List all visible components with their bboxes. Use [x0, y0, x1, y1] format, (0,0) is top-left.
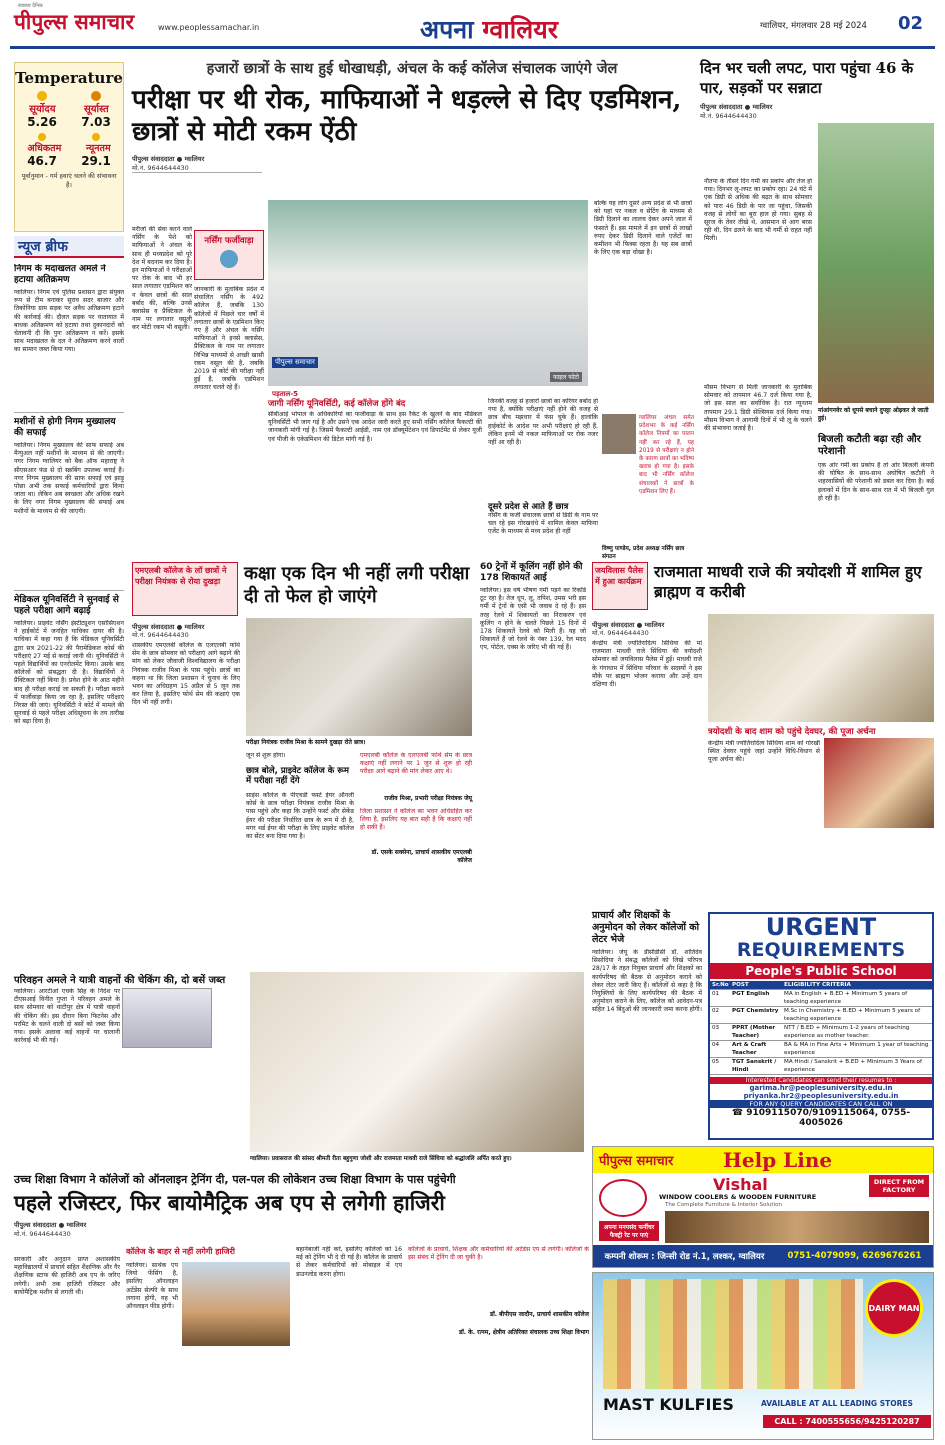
exam-headline: कक्षा एक दिन भी नहीं लगी परीक्षा दी तो फेल हो जाएंगे [244, 563, 470, 607]
rajmata-mobile: मो.नं. 9644644430 [592, 629, 649, 637]
lead-col-4-box [488, 398, 598, 558]
row-no: 01 [712, 991, 720, 997]
college-photo [182, 1262, 290, 1346]
row-post: PPRT (Mother Teacher) [732, 1025, 776, 1039]
teachers-headline: प्राचार्य और शिक्षकों के अनुमोदन को लेकर कॉलेजों को लेटर भेजे [592, 910, 700, 945]
masthead-url[interactable]: www.peoplessamachar.in [158, 23, 260, 32]
lead-col-4: जिनकी वजह से हजारों छात्रों का करियर बर्बाद हो गया है, क्योंकि परीक्षाएं नहीं होने की वजह से छात्र बीच मझधार में फंस चुके हैं। हालांकि हाईकोर्ट के आदेश पर अभी परीक्षाएं हो रही हैं, लेकिन इनमें भी नकल माफियाओं पर रोक नजर नहीं आ रही है। [488, 398, 598, 447]
heat-body-1: नौतपा के तीसरे दिन गर्मी का प्रकोप और तेज हो गया। दिनभर लू-लपट का प्रकोप रहा। 24 घंटे में एक डिग्री से अधिक की बढ़त के साथ सोमवार को पारा 46 डिग्री के पार जा पहुंचा, जिसकी वजह से लोगों का बुरा हाल हो गया। सुबह से सूरज के तेवर तीखे थे, आसमान से आग बरस रही थी, दिन ढलने के बाद भी गर्मी से राहत नहीं मिली। [704, 178, 812, 243]
nursing-tag-text: नर्सिंग फर्जीवाड़ा [204, 236, 254, 246]
max-label: अधिकतम [27, 143, 62, 154]
table-header [710, 981, 932, 990]
trains-story [480, 562, 586, 962]
table-row [710, 1007, 932, 1024]
min-label: न्यूनतम [85, 143, 111, 154]
sunset-value: 7.03 [81, 115, 111, 129]
sunset-label: सूर्यास्त [83, 104, 109, 115]
attendance-story [14, 1172, 589, 1440]
ad-call-label: FOR ANY QUERY CANDIDATES CAN CALL ON [710, 1100, 932, 1108]
brief-body: ग्वालियर। निगम एवं पुलिस प्रशासन द्वारा संयुक्त रूप से टीम बनाकर सुराव सदर बाजार और तिकोनिया ग्राम सड़क पर अवैध अतिक्रमण हटाने की कार्रवाई की। दौलत सड़क पर यातायात में बाधक अतिक्रमण को हटाया तथा दुकानदारों को चेतावनी दी कि पुनः अतिक्रमण न करें। इसके साथ मदाखलत के दल ने अतिक्रमण करने वालों का सामान जब्त किया गया। [14, 289, 124, 354]
phone-icon: ☎ [731, 1108, 747, 1118]
photo-credit: फाइल फोटो [550, 372, 582, 382]
brief-headline: मशीनों से होगी निगम मुख्यालय की सफाई [14, 417, 116, 438]
rajmata-photo-1 [708, 614, 934, 722]
rajmata-sub-body: केन्द्रीय मंत्री ज्योतिरादित्य सिंधिया शाम को गोरखी स्थित देवघर पहुंचे जहां उन्होंने विधि-विधान से पूजा अर्चना की। [708, 740, 820, 764]
row-no: 05 [712, 1059, 720, 1065]
heat-sub-body: एक ओर गर्मी का प्रकोप है तो ओर बिजली कंपनी की घोषित के साथ-साथ अघोषित कटौती ने शहरवासियों की परेशानी को डबल कर दिया है। कई इलाकों में दिन के साथ-साथ रात में भी बिजली गुल हो रही है। [818, 462, 934, 502]
lead-kicker: हजारों छात्रों के साथ हुई धोखाधड़ी, अंचल के कई कॉलेज संचालक जाएंगे जेल [206, 60, 618, 77]
masthead-logo [14, 8, 134, 36]
news-brief-title-bar [14, 236, 124, 258]
brief-headline: निगम के मदाखलत अमले ने हटाया अतिक्रमण [14, 264, 106, 285]
investigation-tag: पड़ताल-5 [272, 390, 299, 398]
attendance-col-2: ग्वालियर। सार्थक एप जियो फेंसिंग है, इसलिए ऑनलाइन अटेंडेंस सेल्फी के साथ लगाना होगी, यह भी ऑनलाइन फीड होगी। [126, 1262, 178, 1311]
weather-title: Temperature [15, 69, 123, 87]
nursing-tag [194, 230, 264, 280]
min-value: 29.1 [81, 154, 111, 168]
forecast: पूर्वानुमान - गर्म हवाएं चलने की संभावना है। [21, 172, 117, 189]
lead-byline [132, 154, 262, 173]
brief-headline: मेडिकल यूनिवर्सिटी ने सुनवाई से पहले परीक्षा आगे बढ़ाई [14, 595, 119, 616]
helpline-address: कम्पनी शोरूम : जिन्सी रोड नं.1, लश्कर, ग्वालियर [604, 1251, 765, 1262]
brand-sub-2: The Complete Furniture & Interior Solution [665, 1202, 782, 1208]
max-value: 46.7 [27, 154, 57, 168]
sunrise-label: सूर्योदय [29, 104, 56, 115]
lead-col-1: मरीजों की सेवा करने वाले नर्सिंग के पेशे को माफियाओं ने अंचल के साथ ही मध्यप्रदेश को पूरे देश में बदनाम कर दिया है। इन माफियाओं ने परीक्षाओं पर रोक के बाद भी हर साल लगातार एडमिशन कर न केवल छात्रों की साल बर्बाद की, बल्कि उनसे क्लासेस व प्रैक्टिकल के नाम पर लगातार वसूली कर मोटी रकम भी वसूली। [132, 226, 192, 332]
row-criteria: MA Hindi / Sanskrit + B.ED + Minimum 3 Years of experience [784, 1059, 922, 1073]
exam-col-1: शासकीय एमएलबी कॉलेज के एलएलबी फोर्थ सेम के छात्र सोमवार को परीक्षाएं आगे बढ़ाने की मांग को लेकर जीवाजी विश्वविद्यालय के परीक्षा नियंत्रक राजीव मिश्रा के पास पहुंचे। छात्रों का कहना था कि जिला प्रशासन ने चुनाव के लिए भवन का अधिग्रहण 15 अप्रैल से 5 जून तक कर लिया है, इसलिए फोर्थ सेम की कक्षाएं एक दिन भी नहीं लगी। [132, 642, 240, 707]
helpline-ad[interactable] [592, 1146, 934, 1268]
photo-logo: पीपुल्स समाचार [272, 357, 318, 368]
row-criteria: M.Sc in Chemistry + B.ED + Minimum 5 years of teaching experience [784, 1008, 921, 1022]
rajmata-headline: राजमाता माधवी राजे की त्रयोदशी में शामिल हुए ब्राह्मण व करीबी [654, 562, 922, 601]
helpline-footer [593, 1245, 933, 1267]
lead-col-3: बल्कि यह लोग दूसरे अन्य प्रदेश से भी छात्रों को यहां पर नकल व सेटिंग के माध्यम से डिग्री दिलाने का लालच देकर अपने जाल में फंसाते हैं। इस मामले में इन छात्रों से लाखों रुपए देकर डिग्री दिलाने वाले एजेंटों का कमीशन भी फिक्स रहता है। यह सब छात्रों के लिए एक बड़ा धोखा है। [594, 200, 692, 257]
exam-story [132, 562, 472, 962]
exam-photo [246, 618, 472, 736]
heat-headline: दिन भर चली लपट, पारा पहुंचा 46 के पार, सड़कों पर सन्नाटा [700, 59, 914, 97]
exam-byline: पीपुल्स संवाददाता ● ग्वालियर [132, 623, 205, 631]
lead-photo [268, 200, 588, 386]
sunrise-value: 5.26 [27, 115, 57, 129]
attendance-headline: पहले रजिस्टर, फिर बायोमैट्रिक अब एप से लगेगी हाजिरी [14, 1190, 445, 1215]
ad-title-1: URGENT [765, 913, 877, 941]
ad-title-2: REQUIREMENTS [736, 939, 906, 961]
trains-body: ग्वालियर। इस वर्ष भीषण गर्मी पड़ने का रिकॉर्ड टूट रहा है। तेज धूप, लू, तपिश, उमस भरी इस गर्मी में ट्रेनों के एसी भी जवाब दे रहे हैं। इस तरह रेलवे में शिकायतों का निराकरण एवं कूलिंग न होने के चलते पिछले 15 दिनों में 178 शिकायतें रेलवे को मिली हैं। यह जो शिकायतें हैं जो रेलवे के नंबर 139, रेल मदद एप, पोर्टल, एक्स के जरिए भी की गई हैं। [480, 587, 586, 652]
brand-logo [865, 1279, 923, 1337]
ad-email-1[interactable]: garima.hr@peoplesuniversity.edu.in [749, 1084, 893, 1092]
heat-mobile: मो.नं. 9644644430 [700, 112, 757, 120]
heat-story [700, 58, 934, 563]
row-post: PGT Chemistry [732, 1008, 779, 1014]
kulfi-bottom [593, 1393, 933, 1440]
brand-sub: WINDOW COOLERS & WOODEN FURNITURE [659, 1193, 817, 1201]
attendance-col-4: कॉलेजों के प्राचार्य, शिक्षक और कर्मचारियों की अटेंडेंस एप से लगेगी। कॉलेजों के इस संबंध में ट्रेनिंग दी जा चुकी है। [408, 1246, 589, 1262]
ad-note: Interested Candidates can send their resumes to : [710, 1077, 932, 1084]
table-row [710, 1024, 932, 1041]
table-row [710, 990, 932, 1007]
sub-headline: जागी नर्सिंग यूनिवर्सिटी, कई कॉलेज होंगे बंद [268, 399, 406, 409]
brief-body: ग्वालियर। प्राइवेट नर्सिंग इंस्टीट्यूशन एसोसिएशन ने हाईकोर्ट में जनहित याचिका दायर की है। याचिका में कहा गया है कि मेडिकल यूनिवर्सिटी द्वारा सत्र 2021-22 की पैरामेडिकल कोर्स की परीक्षाएं 27 मई से कराई जानी थी। यूनिवर्सिटी ने पहले विद्यार्थियों का एनरोलमेंट किया। उसके बाद कॉलेजों को संबद्धता दी है। विद्यार्थियों ने प्रैक्टिकल नहीं किया है। प्रवेश होने के आठ महीने बाद ही परीक्षा कराई जा सकती है। परीक्षा कराने में फर्जीवाड़ा किया जा रहा है, इसलिए परीक्षाएं निरस्त की जाएं। यूनिवर्सिटी ने कोर्ट में मामले की सुनवाई से पहले परीक्षा अधिसूचना के तय तारीख को बढ़ा दिया है। [14, 620, 124, 726]
masthead-logo-sub: स्वास्थ्य दैनिक [18, 3, 43, 9]
quote-2-body: जिला प्रशासन ने कॉलेज का भवन अधिग्रहित कर लिया है, इसलिए यह बात सही है कि कक्षाएं नहीं हो सकी हैं। [360, 808, 472, 832]
transport-body: ग्वालियर। आरटीओ एचके सिंह के निर्देश पर टीएसआई विनीत गुप्ता ने परिवहन अमले के साथ सोमवार को थाटीपुर क्षेत्र में यात्री वाहनों की चेकिंग की। इस दौरान बिना फिटनेस और परमिट के चलने वाली दो बसों को जब्त किया गया। इसके अलावा कई वाहनों पर चालानी कार्रवाई भी की गई। [14, 988, 120, 1045]
row-criteria: BA & MA in Fine Arts + Minimum 1 year of teaching experience [784, 1042, 929, 1056]
row-post: Art & Craft Teacher [732, 1042, 767, 1056]
sunset-icon [91, 91, 101, 101]
row-no: 04 [712, 1042, 720, 1048]
brand-logo-text: DAIRY MAN [868, 1303, 920, 1313]
helpline-header [593, 1147, 933, 1173]
attendance-col-1: सरकारी और अनुदान प्राप्त अशासकीय महाविद्यालयों में प्राचार्य सहित शैक्षणिक और गैर शैक्षणिक स्टाफ की हाजिरी अब एप के जरिए लगेगी। अभी तक हाजिरी रजिस्टर और बायोमैट्रिक मशीन से लगती थी। [14, 1256, 120, 1296]
heat-sub-head: बिजली कटौती बढ़ा रही और परेशानी [818, 434, 921, 457]
helpline-title: Help Line [723, 1148, 833, 1172]
teachers-body: ग्वालियर। जेयू के डीसीडीसी डॉ. शांतिदेव सिसोदिया ने संबद्ध कॉलेजों को लिखे परिपत्र 28/17 के तहत नियुक्त प्राचार्य और शिक्षकों का कार्यपरिषद की बैठक से अनुमोदन कराने को लेकर लेटर जारी किए हैं। कॉलेजों से कहा है कि नियुक्तियों के लिए कार्यपरिषद की बैठक में अनुमोदन कराने के लिए, कॉलेज को आवेदन-पत्र सहित 14 बिंदुओं की जानकारी जमा करना होगी। [592, 949, 702, 1014]
rajmata-byline: पीपुल्स संवाददाता ● ग्वालियर [592, 621, 665, 629]
second-body: नर्सिंग के फर्जी संचालक छात्रों से डिग्री के नाम पर चल रहे इस गोरखधंधे में शामिल केवल माफिया एजेंट के माध्यम से मध्य प्रदेश ही नहीं [488, 512, 598, 536]
masthead [0, 0, 945, 52]
table-row [710, 1058, 932, 1075]
rajmata-body: केन्द्रीय मंत्री ज्योतिरादित्य सिंधिया की मां राजमाता माधवी राजे सिंधिया की त्रयोदशी सोमवार को जयविलास पैलेस में हुई। माधवी राजे के गंगाधाम में सिंधिया परिवार के सदस्यों ने इस मौके पर ब्राह्मण भोजन कराया और उन्हें दान दक्षिणा दी। [592, 640, 702, 689]
row-criteria: NTT / B.ED + Minimum 1-2 years of teaching experience as mother teacher. [784, 1025, 910, 1039]
attendance-quotes [408, 1246, 589, 1436]
attendance-mobile: मो.नं. 9644644430 [14, 1230, 71, 1238]
quote-1-name: राजीव मिश्रा, प्रभारी परीक्षा नियंत्रक जेयू [384, 795, 472, 802]
lead-story [132, 58, 692, 558]
kulfi-title: MAST KULFIES [603, 1395, 734, 1414]
table-row [710, 1041, 932, 1058]
lead-sub-box [268, 398, 482, 518]
helpline-phones[interactable]: 0751-4079099, 6269676261 [787, 1251, 922, 1261]
transport-story [14, 972, 584, 1168]
thermometer-icon [38, 133, 46, 141]
brand-name: Vishal [713, 1175, 768, 1194]
ad-phone-numbers[interactable]: 9109115070/9109115064, 0755-4005026 [746, 1108, 911, 1128]
kulfi-call[interactable]: CALL : 7400555656/9425120287 [763, 1415, 931, 1428]
lead-col-3-box [594, 200, 692, 415]
sub-body: सीबीआई भोपाल के अधिकारियों का फर्जीवाड़ा के साथ इस रैकेट के खुलने के बाद मेडिकल यूनिवर्सिटी भी जाग गई है और उसने एक आदेश जारी करते हुए सभी नर्सिंग कॉलेज फैकल्टी की जानकारी मांगी गई है। जिसमें फैकल्टी आईडी, नाम एवं डॉक्यूमेंटेशन एवं डिपार्टमेंट से लेकर यूजी एवं पीजी के एकेडमिशन की डिटेल मांगी गई है। [268, 411, 482, 443]
attendance-col-3: बहानेबाजी नहीं करें, इसलिए कॉलेजों को 16 मई को ट्रेनिंग भी दे दी गई है। कॉलेज के प्राचार्य से लेकर कर्मचारियों को मोबाइल में एप डाउनलोड करना होगा। [296, 1246, 402, 1278]
attendance-quote-name-1: डॉ. बीपीएस जादौन, प्राचार्य शासकीय कॉलेज [490, 1311, 589, 1318]
temp-values [15, 154, 123, 168]
exam-col-2: जून से शुरू होगा। [246, 752, 286, 759]
thermometer-low-icon [92, 133, 100, 141]
list-item [14, 412, 124, 582]
transport-body-cont [122, 1052, 212, 1132]
list-item [14, 590, 124, 920]
second-headline: दूसरे प्रदेश से आते हैं छात्र [488, 502, 569, 512]
list-item [14, 264, 124, 404]
heat-photo-caption: मांआंगनवेर को धूपसे बचाने दुपट्टा ओढ़कर ले जाती हुई। [818, 407, 929, 422]
exam-col2-body: साइंस कॉलेज के पीएचडी फर्स्ट ईयर औनली कोर्स के छात्र परीक्षा नियंत्रक राजीव मिश्रा के पास पहुंचे और कहा कि उन्होंने फर्स्ट और सेकेंड ईयर की परीक्षा निर्धारित छात्र के रूप में दी है, मगर थर्ड ईयर की परीक्षा के लिए प्राइवेट कॉलेज का सेंटर बना दिया गया है। [246, 792, 354, 841]
rajmata-photo-2 [824, 738, 934, 828]
kulfi-available: AVAILABLE AT ALL LEADING STORES [761, 1399, 913, 1408]
attendance-byline: पीपुल्स संवाददाता ● ग्वालियर [14, 1221, 87, 1229]
row-no: 02 [712, 1008, 720, 1014]
row-post: PGT English [732, 991, 770, 997]
header-sr: Sr.No [712, 982, 729, 988]
sun-icons [15, 91, 123, 101]
rajmata-story [592, 562, 934, 912]
heat-byline: पीपुल्स संवाददाता ● ग्वालियर [700, 103, 773, 111]
sun-labels [15, 101, 123, 115]
row-criteria: MA in English + B.ED + Minimum 5 years of teaching experience [784, 991, 908, 1005]
helpline-logo: पीपुल्स समाचार [599, 1154, 674, 1169]
brand-emblem [599, 1179, 647, 1217]
quote-1-body: एमएलबी कॉलेज के एलएलबी फोर्थ सेम के छात्र कक्षाएं नहीं लगाने पर 1 जून से शुरू हो रही परीक्षा आगे बढ़ाने की मांग लेकर आए थे। [360, 752, 472, 776]
lead-headline: परीक्षा पर थी रोक, माफियाओं ने धड़ल्ले से दिए एडमिशन, छात्रों से मोटी रकम ऐंठी [132, 85, 682, 147]
teachers-story [592, 910, 702, 1140]
rajmata-sub-head: त्रयोदशी के बाद शाम को पहुंचे देवघर, की पूजा अर्चना [708, 727, 876, 737]
row-no: 03 [712, 1025, 720, 1031]
direct-badge: DIRECT FROM FACTORY [869, 1175, 929, 1197]
sun-values [15, 115, 123, 129]
header-post: POST [732, 982, 749, 988]
kulfi-ad[interactable] [592, 1272, 934, 1440]
logo-text: पीपुल्स समाचार [14, 9, 135, 34]
news-brief-title: न्यूज ब्रीफ [18, 239, 68, 255]
attendance-quote-name-2: डॉ. के. रत्नम, क्षेत्रीय अतिरिक्त संचालक उच्च शिक्षा विभाग [459, 1329, 589, 1336]
ad-phones [710, 1108, 932, 1128]
section-title-b: ग्वालियर [482, 15, 558, 44]
exam-mobile: मो.नं. 9644644430 [132, 631, 189, 639]
rajmata-tag: जयविलास पैलेस में हुआ कार्यक्रम [592, 562, 648, 610]
brief-body: ग्वालियर। निगम मुख्यालय की साफ सफाई अब मैन्युअल नहीं मशीनों के माध्यम से की जाएगी। नगर निगम ग्वालियर को बैक ऑफ महाराष्ट्र ने सीएसआर फंड से दो स्क्रबिंग उपलब्ध कराई हैं। नगर निगम मुख्यालय की साफ सफाई एवं झाड़ू पोछा अभी तक सफाई कर्मचारियों द्वारा किया जाता था। लेकिन अब स्वच्छता और अधिक रखने के लिए नगर निगम मुख्यालय की सफाई अब मशीनों के माध्यम से की जाएगी। [14, 442, 124, 515]
school-ad[interactable] [708, 912, 934, 1140]
section-title [420, 12, 558, 46]
nurse-icon [220, 250, 238, 268]
helpline-body [593, 1173, 933, 1245]
exam-quote-1 [360, 752, 472, 952]
sunrise-icon [37, 91, 47, 101]
header-criteria: ELIGIBILITY CRITERIA [784, 982, 851, 988]
exam-tag: एमएलबी कॉलेज के लॉ छात्रों ने परीक्षा नियंत्रक से रोया दुखड़ा [132, 562, 238, 616]
ad-school-name: People's Public School [710, 963, 932, 979]
attendance-kicker: उच्च शिक्षा विभाग ने कॉलेजों को ऑनलाइन ट्रेनिंग दी, पल-पल की लोकेशन उच्च शिक्षा विभाग के पास पहुंचेगी [14, 1173, 456, 1186]
temp-labels [15, 141, 123, 154]
heat-body-2: मौसम विभाग से मिली जानकारी के मुताबिक सोमवार को तापमान 46.7 दर्ज किया गया है, जो इस साल का सर्वाधिक है। रात न्यूनतम तापमान 29.1 डिग्री सेल्सियस दर्ज किया गया। मौसम विभाग ने आगामी दिनों में भी लू के चलने की संभावना जताई है। [704, 384, 812, 433]
quote-avatar [602, 414, 636, 454]
bus-photo [122, 988, 212, 1048]
quote-2-name: डॉ. एसके सक्सेना, प्राचार्य शासकीय एमएलबी कॉलेज [371, 849, 472, 864]
section-title-a: अपना [420, 15, 474, 44]
weather-box [14, 62, 124, 232]
temp-icons [15, 133, 123, 141]
heat-photo [818, 123, 934, 403]
furniture-photo [665, 1211, 929, 1243]
group-photo [250, 972, 584, 1152]
promo-badge: अपना मनपसंद फर्नीचर फैक्ट्री रेट पर पाएं [599, 1221, 659, 1241]
page-number: 02 [898, 13, 924, 34]
ad-email-2[interactable]: priyanka.hr2@peoplesuniversity.edu.in [743, 1092, 899, 1100]
group-photo-caption: ग्वालियर। प्रवासराज की सांसद श्रीमती रीता बहुगुणा जोशी और राजमाता माधवी राजे सिंधिया को श्रद्धांजलि अर्पित करते हुए। [250, 1156, 512, 1162]
lead-col-2: जानकारी के मुताबिक प्रदेश में संचालित नर्सिंग के 492 कॉलेज हैं, जबकि 130 कॉलेजों में पिछले चार वर्षों में लगातार छात्रों के एडमिशन किए गए हैं और अंचल के नर्सिंग माफियाओं ने इनसे क्लासेस, प्रैक्टिकल के नाम पर लगातार विभिन्न माध्यमों से अच्छी खासी रकम वसूल की है, जबकि 2019 से कोर्ट की परीक्षा नहीं हुई है, जबकि एडमिशन लगातार चलते रहे हैं। [194, 286, 264, 392]
quote-body: ग्वालियर अंचल समेत प्रदेशभर के कई नर्सिंग कॉलेज नियमों का पालन नहीं कर रहे हैं, यह 2019 से परीक्षाएं न होने के कारण छात्रों का भविष्य खराब हो गया है। इसके बाद भी नर्सिंग कॉलेज संचालकों ने छात्रों के एडमिशन लिए हैं। [639, 415, 694, 495]
quote-box [602, 414, 694, 560]
attendance-sub-tag: कॉलेज के बाहर से नहीं लगेगी हाजिरी [126, 1247, 235, 1256]
exam-photo-caption: परीक्षा नियंत्रक राजीव मिश्रा के सामने दुखड़ा रोते छात्र। [246, 739, 366, 746]
masthead-rule [10, 46, 935, 49]
exam-col2-head: छात्र बोले, प्राइवेट कॉलेज के रूम में परीक्षा नहीं देंगे [246, 766, 349, 786]
row-post: TGT Sanskrit / Hindi [732, 1059, 777, 1073]
quote-name: विष्णु पाण्डेय, प्रदेश अध्यक्ष नर्सिंग छात्र संगठन [602, 546, 685, 560]
byline-mobile: मो.नं. 9644644430 [132, 164, 189, 172]
kulfi-photo [603, 1279, 863, 1389]
city-date: ग्वालियर, मंगलवार 28 मई 2024 [760, 21, 867, 31]
trains-headline: 60 ट्रेनों में कूलिंग नहीं होने की 178 शिकायतें आई [480, 562, 583, 583]
transport-headline: परिवहन अमले ने यात्री वाहनों की चेकिंग की, दो बसें जब्त [14, 975, 226, 986]
news-brief-list [14, 264, 124, 964]
byline-text: पीपुल्स संवाददाता ● ग्वालियर [132, 155, 205, 163]
